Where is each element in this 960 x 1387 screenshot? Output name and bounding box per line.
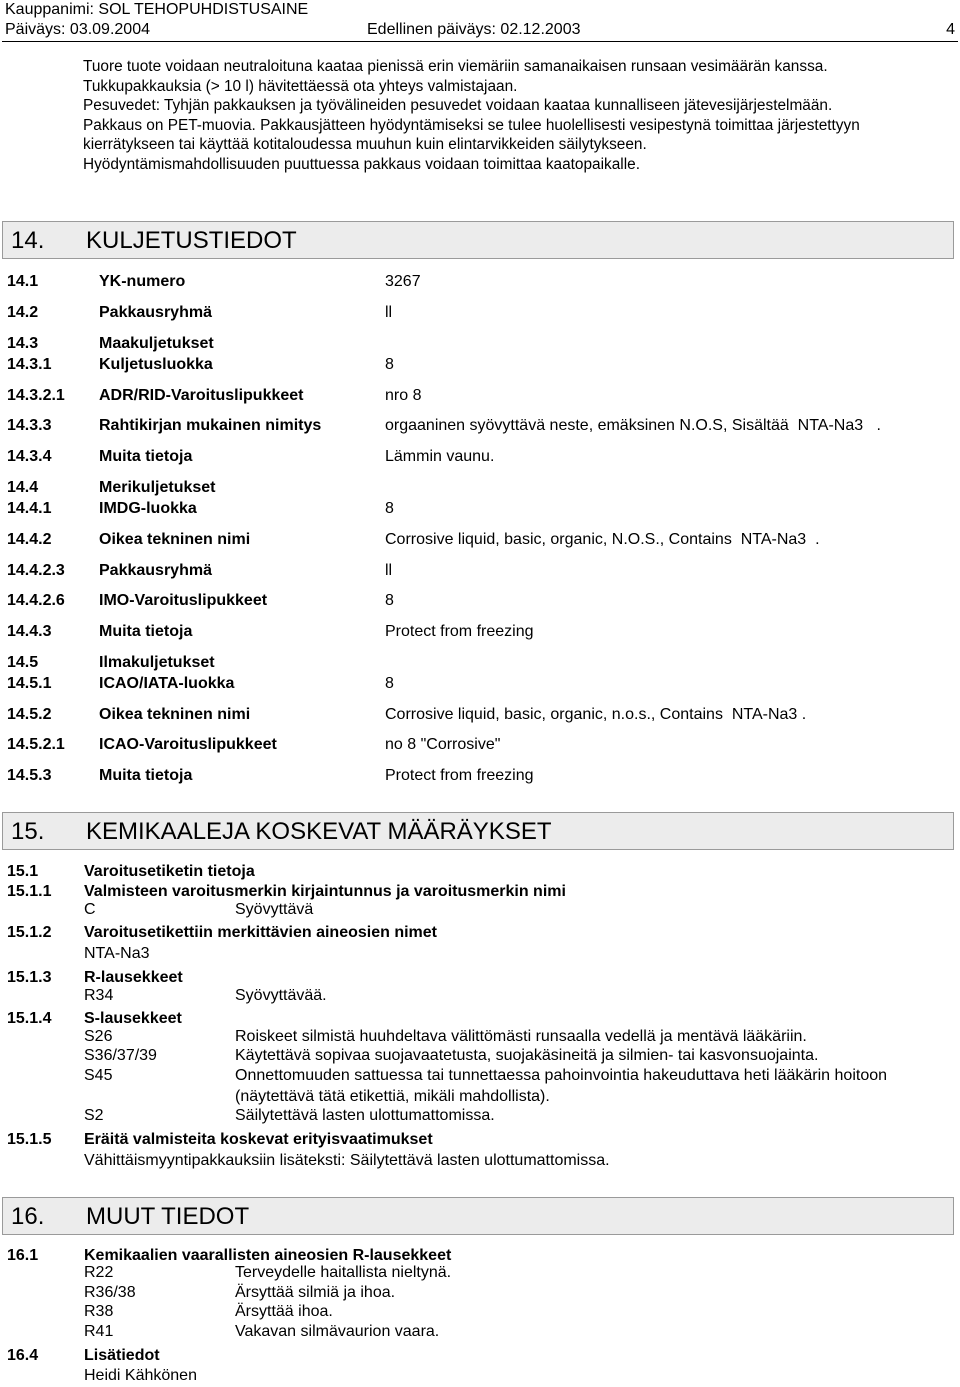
row-label: Oikea tekninen nimi xyxy=(99,531,251,548)
row-label: ICAO/IATA-luokka xyxy=(99,675,235,692)
row-number: 14.3.3 xyxy=(7,417,52,434)
subsection-heading: S-lausekkeet xyxy=(84,1010,182,1027)
row-label: Muita tietoja xyxy=(99,448,193,465)
intro-paragraph: Tuore tuote voidaan neutraloituna kaataa pienissä erin viemäriin samanaikaisen runsaan vesimäärän kanssa. xyxy=(83,58,828,75)
row-value: orgaaninen syövyttävä neste, emäksinen N.O.S, Sisältää NTA-Na3 . xyxy=(385,417,881,434)
row-number: 14.5.2 xyxy=(7,706,52,723)
phrase-code: R38 xyxy=(84,1303,114,1320)
subsection-number: 15.1 xyxy=(7,863,39,880)
row-value: Corrosive liquid, basic, organic, n.o.s., Contains NTA-Na3 . xyxy=(385,706,807,723)
row-number: 14.4.3 xyxy=(7,623,52,640)
section-number: 16. xyxy=(11,1203,45,1230)
section-title: MUUT TIEDOT xyxy=(86,1203,250,1230)
subsection-heading: Lisätiedot xyxy=(84,1347,160,1364)
row-value: 3267 xyxy=(385,273,421,290)
subsection-heading: R-lausekkeet xyxy=(84,969,183,986)
row-value: Corrosive liquid, basic, organic, N.O.S., Contains NTA-Na3 . xyxy=(385,531,820,548)
header-date: Päiväys: 03.09.2004 xyxy=(5,21,150,38)
row-value: Protect from freezing xyxy=(385,767,534,784)
row-number: 14.1 xyxy=(7,273,39,290)
row-value: ll xyxy=(385,562,393,579)
phrase-text: Roiskeet silmistä huuhdeltava välittömästi runsaalla vedellä ja mentävä lääkäriin. xyxy=(235,1028,807,1045)
subsection-number: 15.1.3 xyxy=(7,969,52,986)
section-16-heading xyxy=(2,1197,954,1235)
subsection-number: 15.1.5 xyxy=(7,1131,52,1148)
row-value: no 8 "Corrosive" xyxy=(385,736,501,753)
phrase-text: Onnettomuuden sattuessa tai tunnettaessa pahoinvointia hakeuduttava heti lääkärin hoitoon (näytettävä tätä etikettiä, mikäli mahdollista). xyxy=(235,1067,888,1105)
row-number: 14.3.4 xyxy=(7,448,52,465)
section-number: 14. xyxy=(11,227,45,254)
phrase-text: Ärsyttää silmiä ja ihoa. xyxy=(235,1284,396,1301)
row-label: IMO-Varoituslipukkeet xyxy=(99,592,268,609)
row-label: Rahtikirjan mukainen nimitys xyxy=(99,417,322,434)
row-label: Ilmakuljetukset xyxy=(99,654,215,671)
special-requirement-text: Vähittäismyyntipakkauksiin lisäteksti: Säilytettävä lasten ulottumattomissa. xyxy=(84,1152,610,1169)
subsection-heading: Eräitä valmisteita koskevat erityisvaatimukset xyxy=(84,1131,433,1148)
row-number: 14.4.1 xyxy=(7,500,52,517)
ingredient-name: NTA-Na3 xyxy=(84,945,150,962)
phrase-text: Säilytettävä lasten ulottumattomissa. xyxy=(235,1107,495,1124)
phrase-code: S26 xyxy=(84,1028,113,1045)
phrase-code: R41 xyxy=(84,1323,114,1340)
section-14-heading xyxy=(2,221,954,259)
hazard-name: Syövyttävä xyxy=(235,901,314,918)
header-previous-date: Edellinen päiväys: 02.12.2003 xyxy=(367,21,581,38)
row-label: Merikuljetukset xyxy=(99,479,216,496)
row-value: nro 8 xyxy=(385,387,422,404)
row-number: 14.3.1 xyxy=(7,356,52,373)
row-value: Lämmin vaunu. xyxy=(385,448,495,465)
section-number: 15. xyxy=(11,818,45,845)
intro-paragraph: Pesuvedet: Tyhjän pakkauksen ja työvälineiden pesuvedet voidaan kaataa kunnalliseen jätevesijärjestelmään. xyxy=(83,97,833,115)
row-value: ll xyxy=(385,304,393,321)
row-label: Maakuljetukset xyxy=(99,335,214,352)
phrase-code: R34 xyxy=(84,987,114,1004)
row-number: 14.4.2 xyxy=(7,531,52,548)
row-label: ADR/RID-Varoituslipukkeet xyxy=(99,387,304,404)
subsection-number: 15.1.2 xyxy=(7,924,52,941)
subsection-number: 15.1.1 xyxy=(7,883,52,900)
additional-info-text: Heidi Kähkönen xyxy=(84,1367,197,1384)
phrase-code: S36/37/39 xyxy=(84,1047,157,1064)
phrase-text: Syövyttävää. xyxy=(235,987,327,1004)
row-number: 14.4.2.6 xyxy=(7,592,65,609)
header-supplier: Kauppanimi: SOL TEHOPUHDISTUSAINE xyxy=(5,1,309,18)
subsection-number: 16.1 xyxy=(7,1247,39,1264)
disposal-text xyxy=(83,57,953,175)
phrase-code: R36/38 xyxy=(84,1284,136,1301)
row-label: Oikea tekninen nimi xyxy=(99,706,251,723)
row-label: Pakkausryhmä xyxy=(99,304,212,321)
subsection-heading: Varoitusetikettiin merkittävien aineosien nimet xyxy=(84,924,437,941)
row-number: 14.4 xyxy=(7,479,39,496)
row-label: Pakkausryhmä xyxy=(99,562,212,579)
row-value: 8 xyxy=(385,592,394,609)
hazard-code: C xyxy=(84,901,96,918)
intro-paragraph: Tukkupakkauksia (> 10 l) hävitettäessä ota yhteys valmistajaan. xyxy=(83,77,518,95)
row-label: Muita tietoja xyxy=(99,767,193,784)
subsection-number: 15.1.4 xyxy=(7,1010,52,1027)
row-label: Kuljetusluokka xyxy=(99,356,213,373)
intro-paragraph: Pakkaus on PET-muovia. Pakkausjätteen hyödyntämiseksi se tulee huolellisesti vesipestynä toimittaa järjestettyyn kierrätykseen tai käyttää kotitaloudessa muuhun kuin elintarvikkeiden säilytykseen. xyxy=(83,116,860,154)
row-number: 14.3 xyxy=(7,335,39,352)
row-label: ICAO-Varoituslipukkeet xyxy=(99,736,277,753)
row-label: Muita tietoja xyxy=(99,623,193,640)
row-value: Protect from freezing xyxy=(385,623,534,640)
section-15-heading xyxy=(2,812,954,850)
row-number: 14.5.1 xyxy=(7,675,52,692)
page-number: 4 xyxy=(946,21,955,38)
intro-paragraph: Hyödyntämismahdollisuuden puuttuessa pakkaus voidaan toimittaa kaatopaikalle. xyxy=(83,155,640,173)
subsection-heading: Kemikaalien vaarallisten aineosien R-lausekkeet xyxy=(84,1247,452,1264)
header-dates xyxy=(5,20,955,40)
header-divider xyxy=(2,41,958,42)
phrase-text: Käytettävä sopivaa suojavaatetusta, suojakäsineitä ja silmien- tai kasvonsuojainta. xyxy=(235,1047,819,1064)
row-value: 8 xyxy=(385,356,394,373)
phrase-code: S2 xyxy=(84,1107,104,1124)
row-value: 8 xyxy=(385,675,394,692)
row-number: 14.4.2.3 xyxy=(7,562,65,579)
row-number: 14.5.2.1 xyxy=(7,736,65,753)
phrase-text: Ärsyttää ihoa. xyxy=(235,1303,333,1320)
row-label: YK-numero xyxy=(99,273,186,290)
subsection-number: 16.4 xyxy=(7,1347,39,1364)
phrase-code: S45 xyxy=(84,1067,113,1084)
row-number: 14.2 xyxy=(7,304,39,321)
row-number: 14.3.2.1 xyxy=(7,387,65,404)
row-value: 8 xyxy=(385,500,394,517)
phrase-text: Terveydelle haitallista nieltynä. xyxy=(235,1264,452,1281)
section-title: KULJETUSTIEDOT xyxy=(86,227,297,254)
row-number: 14.5.3 xyxy=(7,767,52,784)
phrase-code: R22 xyxy=(84,1264,114,1281)
subsection-heading: Varoitusetiketin tietoja xyxy=(84,863,255,880)
section-title: KEMIKAALEJA KOSKEVAT MÄÄRÄYKSET xyxy=(86,818,552,845)
row-number: 14.5 xyxy=(7,654,39,671)
phrase-text: Vakavan silmävaurion vaara. xyxy=(235,1323,440,1340)
row-label: IMDG-luokka xyxy=(99,500,197,517)
subsection-heading: Valmisteen varoitusmerkin kirjaintunnus ja varoitusmerkin nimi xyxy=(84,883,566,900)
